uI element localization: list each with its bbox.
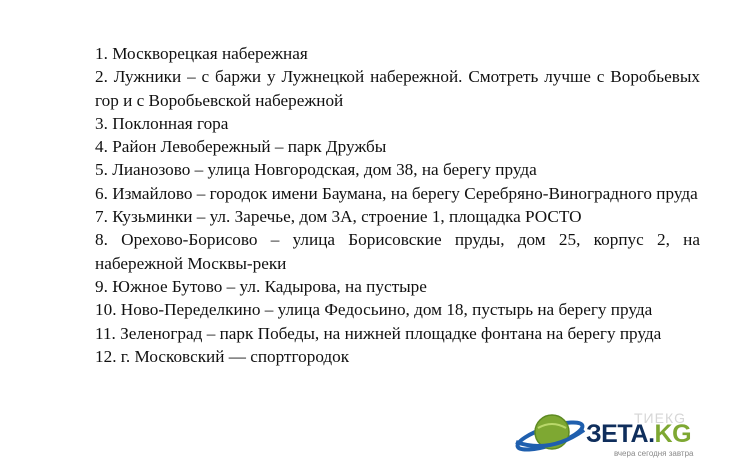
list-item: 6. Измайлово – городок имени Баумана, на берегу Серебряно-Виноградного пруда — [95, 183, 698, 203]
watermark-tagline: вчера сегодня завтра — [614, 449, 694, 458]
globe-icon — [514, 408, 586, 462]
watermark-brand: ЗЕТА.KG — [586, 420, 692, 448]
list-item: 9. Южное Бутово – ул. Кадырова, на пустыре — [95, 276, 427, 296]
watermark-ghost-text: ТИЕКG — [634, 410, 686, 426]
list-item: 4. Район Левобережный – парк Дружбы — [95, 137, 387, 157]
list-item: 7. Кузьминки – ул. Заречье, дом 3А, строение 1, площадка РОСТО — [95, 207, 582, 227]
list-item: 8. Орехово-Борисово – улица Борисовские пруды, дом 25, корпус 2, на набережной Москвы-реки — [95, 230, 700, 273]
document-list — [95, 42, 700, 368]
list-item: 12. г. Московский — спортгородок — [95, 346, 350, 366]
list-item: 2. Лужники – с баржи у Лужнецкой набережной. Смотреть лучше с Воробьевых гор и с Воробьевской набережной — [95, 67, 700, 110]
list-item: 10. Ново-Переделкино – улица Федосьино, дом 18, пустырь на берегу пруда — [95, 300, 653, 320]
list-item: 5. Лианозово – улица Новгородская, дом 38, на берегу пруда — [95, 160, 537, 180]
list-item: 1. Москворецкая набережная — [95, 44, 308, 63]
watermark-logo — [514, 408, 736, 462]
list-item: 11. Зеленоград – парк Победы, на нижней площадке фонтана на берегу пруда — [95, 323, 662, 343]
list-item: 3. Поклонная гора — [95, 113, 229, 133]
